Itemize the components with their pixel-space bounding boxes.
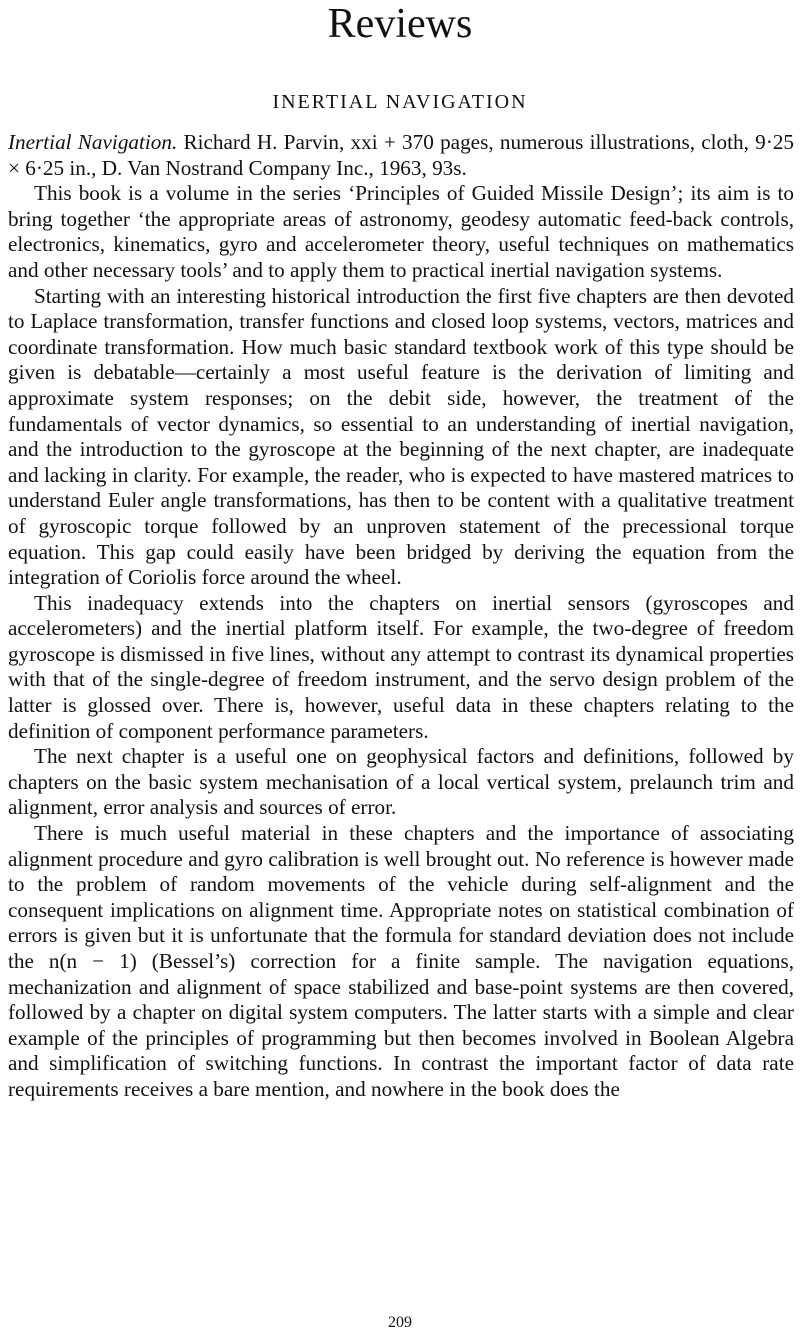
paragraph: The next chapter is a useful one on geophysical factors and definitions, followed by chapters on the basic system mechanisation of a local vertical system, prelaunch trim and alignment, error analysis and sources of error. — [8, 744, 794, 820]
page-number: 209 — [388, 1314, 412, 1331]
section-heading: Reviews — [327, 1, 473, 47]
book-citation — [8, 130, 794, 181]
paragraph: This book is a volume in the series ‘Principles of Guided Missile Design’; its aim is to bring together ‘the appropriate areas of astronomy, geodesy automatic feed-back controls, electronics, kinematics, gyro and accelerometer theory, useful techniques on mathematics and other necessary tools’ and to apply them to practical inertial navigation systems. — [8, 181, 794, 282]
review-body — [8, 130, 794, 1103]
paragraph: There is much useful material in these chapters and the importance of associating alignment procedure and gyro calibration is well brought out. No reference is however made to the problem of random movements of the vehicle during self-alignment and the consequent implications on alignment time. Appropriate notes on statistical combination of errors is given but it is unfortunate that the formula for standard deviation does not include the n(n − 1) (Bessel’s) correction for a finite sample. The navigation equations, mechanization and alignment of space stabilized and base-point systems are then covered, followed by a chapter on digital system computers. The latter starts with a simple and clear example of the principles of programming but then becomes involved in Boolean Algebra and simplification of switching functions. In contrast the important factor of data rate requirements receives a bare mention, and nowhere in the book does the — [8, 821, 794, 1101]
paragraph: Starting with an interesting historical introduction the first five chapters are then devoted to Laplace transformation, transfer functions and closed loop systems, vectors, matrices and coordinate transformation. How much basic standard textbook work of this type should be given is debatable—certainly a most useful feature is the derivation of limiting and approximate system responses; on the debit side, however, the treatment of the fundamentals of vector dynamics, so essential to an understanding of inertial navigation, and the introduction to the gyroscope at the beginning of the next chapter, are inadequate and lacking in clarity. For example, the reader, who is expected to have mastered matrices to understand Euler angle transformations, has then to be content with a qualitative treatment of gyroscopic torque followed by an unproven statement of the precessional torque equation. This gap could easily have been bridged by deriving the equation from the integration of Coriolis force around the wheel. — [8, 283, 794, 590]
review-title: INERTIAL NAVIGATION — [272, 91, 528, 113]
paragraph: This inadequacy extends into the chapters on inertial sensors (gyroscopes and accelerometers) and the inertial platform itself. For example, the two-degree of freedom gyroscope is dismissed in five lines, without any attempt to contrast its dynamical properties with that of the single-degree of freedom instrument, and the servo design problem of the latter is glossed over. There is, however, useful data in these chapters relating to the definition of component performance parameters. — [8, 590, 794, 743]
book-details: Richard H. Parvin, xxi + 370 pages, numerous illustrations, cloth, 9·25 × 6·25 in., D. Van Nostrand Company Inc., 1963, 93s. — [8, 130, 795, 180]
book-title: Inertial Navigation. — [8, 130, 178, 154]
